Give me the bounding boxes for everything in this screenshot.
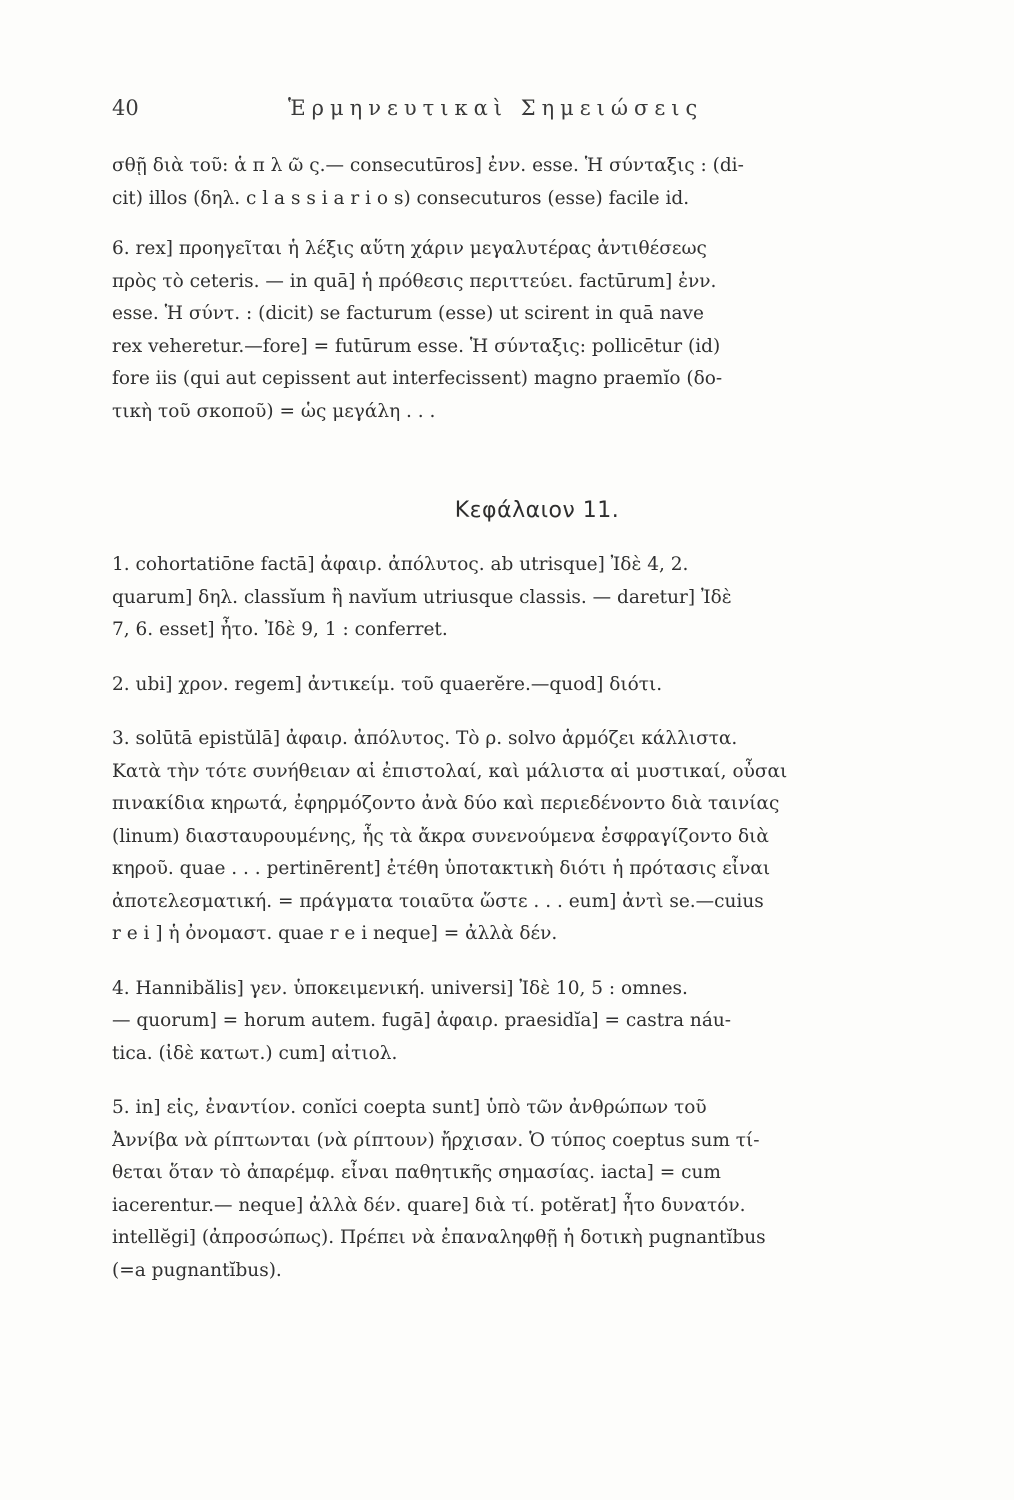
- text-line: θεται ὅταν τὸ ἀπαρέμφ. εἶναι παθητικῆς σημασίας. iacta] = cum: [112, 1162, 721, 1183]
- text-line: κηροῦ. quae . . . pertinērent] ἐτέθη ὑποτακτικὴ διότι ἡ πρότασις εἶναι: [112, 858, 771, 879]
- note-paragraph-1: [112, 549, 962, 647]
- text-line: esse. Ἡ σύντ. : (dicit) se facturum (esse) ut scirent in quā nave: [112, 303, 704, 324]
- note-paragraph-2: [112, 669, 962, 702]
- text-line: 7, 6. esset] ἦτο. Ἰδὲ 9, 1 : conferret.: [112, 619, 448, 640]
- text-line: 6. rex] προηγεῖται ἡ λέξις αὕτη χάριν μεγαλυτέρας ἀντιθέσεως: [112, 238, 707, 259]
- text-line: (linum) διασταυρουμένης, ἧς τὰ ἄκρα συνενούμενα ἐσφραγίζοντο διὰ: [112, 825, 769, 847]
- text-line: r e i ] ἡ ὀνομαστ. quae r e i neque] = ἀλλὰ δέν.: [112, 923, 558, 944]
- page-number: 40: [112, 96, 139, 120]
- running-title: Ἑρμηνευτικαὶ Σημειώσεις: [288, 96, 704, 120]
- note-paragraph-4: [112, 973, 962, 1071]
- text-line: iacerentur.— neque] ἀλλὰ δέν. quare] διὰ τί. potĕrat] ἦτο δυνατόν.: [112, 1194, 746, 1216]
- note-paragraph-3: [112, 723, 962, 951]
- text-line: — quorum] = horum autem. fugā] ἀφαιρ. praesidĭa] = castra náu-: [112, 1010, 732, 1031]
- text-line: 1. cohortatiōne factā] ἀφαιρ. ἀπόλυτος. ab utrisque] Ἰδὲ 4, 2.: [112, 554, 689, 575]
- text-line: 5. in] εἰς, ἐναντίον. conĭci coepta sunt] ὑπὸ τῶν ἀνθρώπων τοῦ: [112, 1097, 707, 1118]
- text-line: 2. ubi] χρον. regem] ἀντικείμ. τοῦ quaerĕre.—quod] διότι.: [112, 673, 663, 695]
- note-paragraph-5: [112, 1092, 962, 1287]
- text-line: (=a pugnantĭbus).: [112, 1259, 282, 1281]
- text-line: 4. Hannibălis] γεν. ὑποκειμενική. universi] Ἰδὲ 10, 5 : omnes.: [112, 977, 688, 999]
- text-line: ἀποτελεσματική. = πράγματα τοιαῦτα ὥστε . . . eum] ἀντὶ se.—cuius: [112, 890, 764, 912]
- text-line: πρὸς τὸ ceteris. — in quā] ἡ πρόθεσις περιττεύει. factūrum] ἐνν.: [112, 270, 717, 292]
- page-header: [112, 96, 912, 128]
- text-line: Κατὰ τὴν τότε συνήθειαν αἱ ἐπιστολαί, καὶ μάλιστα αἱ μυστικαί, οὖσαι: [112, 760, 788, 782]
- text-line: quarum] δηλ. classĭum ἢ navĭum utriusque classis. — daretur] Ἰδὲ: [112, 586, 732, 608]
- intro-paragraph: [112, 150, 962, 215]
- note-paragraph-6: [112, 233, 962, 428]
- text-line: πινακίδια κηρωτά, ἐφηρμόζοντο ἀνὰ δύο καὶ περιεδένοντο διὰ ταινίας: [112, 793, 780, 814]
- text-line: cit) illos (δηλ. c l a s s i a r i o s) consecuturos (esse) facile id.: [112, 187, 690, 209]
- text-line: 3. solūtā epistŭlā] ἀφαιρ. ἀπόλυτος. Τὸ ρ. solvo ἁρμόζει κάλλιστα.: [112, 728, 738, 749]
- text-line: fore iis (qui aut cepissent aut interfecissent) magno praemĭo (δο-: [112, 368, 723, 389]
- text-line: σθῇ διὰ τοῦ: ἁ π λ ῶ ς.— consecutūros] ἐνν. esse. Ἡ σύνταξις : (di-: [112, 155, 744, 176]
- text-line: tica. (ἰδὲ κατωτ.) cum] αἰτιολ.: [112, 1042, 398, 1064]
- chapter-title: Κεφάλαιον 11.: [454, 498, 620, 523]
- text-line: τικὴ τοῦ σκοποῦ) = ὡς μεγάλη . . .: [112, 400, 436, 422]
- text-line: intellĕgi] (ἀπροσώπως). Πρέπει νὰ ἐπαναληφθῇ ἡ δοτικὴ pugnantĭbus: [112, 1227, 766, 1248]
- text-line: Ἀννίβα νὰ ρίπτωνται (νὰ ρίπτουν) ἤρχισαν. Ὁ τύπος coeptus sum τί-: [112, 1129, 760, 1151]
- page-content: [112, 150, 962, 1287]
- text-line: rex veheretur.—fore] = futūrum esse. Ἡ σύνταξις: pollicētur (id): [112, 335, 721, 357]
